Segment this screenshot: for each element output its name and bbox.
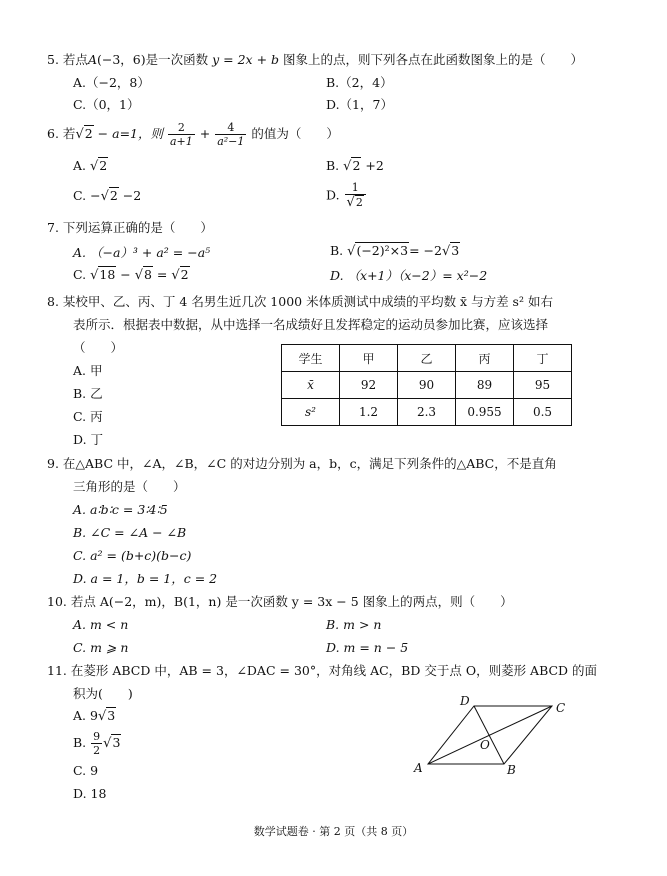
q7-option-d: D. （x+1）（x−2）= x²−2 <box>330 268 488 283</box>
table-row <box>282 399 572 426</box>
q5-option-d: D.（1，7） <box>326 97 393 112</box>
q8-stem-line1: 8. 某校甲、乙、丙、丁 4 名男生近几次 1000 米体质测试中成绩的平均数 x̄ 与方差 s² 如右 <box>47 294 553 309</box>
table-header-cell: 乙 <box>398 345 456 372</box>
q10-option-b: B. m > n <box>326 617 382 632</box>
vertex-b-label: B <box>507 763 516 777</box>
q11-option-c: C. 9 <box>73 763 99 778</box>
table-cell: 92 <box>340 372 398 399</box>
rhombus-figure <box>410 692 580 780</box>
diagonal-ac <box>428 706 552 764</box>
table-cell: 0.955 <box>456 399 514 426</box>
q5-option-a: A.（−2，8） <box>73 75 150 90</box>
q7-option-a: A. （−a）³ + a² = −a⁵ <box>73 245 211 260</box>
q6-option-b: B. √2 +2 <box>326 158 384 174</box>
q9-option-d: D. a = 1，b = 1，c = 2 <box>73 571 218 586</box>
q6-option-d: D. $\frac{1}{√2}$ <box>326 181 367 211</box>
q9-option-c: C. a² = (b+c)(b−c) <box>73 548 192 563</box>
q11-stem-line2: 积为( ) <box>73 686 133 701</box>
q8-option-d: D. 丁 <box>73 432 104 447</box>
table-row <box>282 345 572 372</box>
q9-stem-line2: 三角形的是（ ） <box>73 479 186 494</box>
q5-stem: 5. 若点A(−3，6)是一次函数 y = 2x + b 图象上的点，则下列各点在此函数图象上的是（ ） <box>47 52 584 67</box>
q8-stem-line3: （ ） <box>73 340 124 355</box>
q6-stem: 6. 若√2 − a=1，则 $\frac{2}{a+1}$ + $\frac{4}{\text{a²−1}}$ 的值为（ ） <box>47 121 339 149</box>
table-header-cell: 丙 <box>456 345 514 372</box>
q11-option-d: D. 18 <box>73 786 107 801</box>
q5-option-b: B.（2，4） <box>326 75 393 90</box>
q11-option-a: A. 9√3 <box>73 708 116 724</box>
vertex-a-label: A <box>414 761 423 775</box>
table-cell: 95 <box>514 372 572 399</box>
q6-option-a: A. √2 <box>73 158 108 174</box>
diagonal-bd <box>474 706 504 764</box>
table-row <box>282 372 572 399</box>
q7-option-c: C. √18 − √8 = √2 <box>73 267 189 283</box>
table-cell: 89 <box>456 372 514 399</box>
table-header-cell: 丁 <box>514 345 572 372</box>
q5-option-c: C.（0，1） <box>73 97 140 112</box>
table-cell: 1.2 <box>340 399 398 426</box>
q10-stem: 10. 若点 A(−2，m)，B(1，n) 是一次函数 y = 3x − 5 图象上的两点，则（ ） <box>47 594 513 609</box>
table-cell: 90 <box>398 372 456 399</box>
q8-score-table <box>281 344 572 426</box>
table-cell: 2.3 <box>398 399 456 426</box>
q8-option-b: B. 乙 <box>73 386 103 401</box>
q10-option-d: D. m = n − 5 <box>326 640 409 655</box>
q10-option-c: C. m ⩾ n <box>73 640 129 655</box>
table-cell: 0.5 <box>514 399 572 426</box>
q9-option-a: A. a∶b∶c = 3∶4∶5 <box>73 502 168 517</box>
q11-option-b: B. $\frac{9}{2}$ √3 <box>73 730 121 758</box>
page-footer: 数学试题卷 · 第 2 页（共 8 页） <box>253 825 414 838</box>
vertex-c-label: C <box>556 701 566 715</box>
q9-stem-line1: 9. 在△ABC 中，∠A，∠B，∠C 的对边分别为 a，b，c，满足下列条件的△ABC，不是直角 <box>47 456 557 471</box>
table-header-cell: 学生 <box>282 345 340 372</box>
q8-stem-line2: 表所示．根据表中数据，从中选择一名成绩好且发挥稳定的运动员参加比赛，应该选择 <box>73 317 549 332</box>
q9-option-b: B. ∠C = ∠A − ∠B <box>73 525 187 540</box>
q10-option-a: A. m < n <box>73 617 129 632</box>
q7-stem: 7. 下列运算正确的是（ ） <box>47 220 213 235</box>
q8-option-c: C. 丙 <box>73 409 103 424</box>
variance-label-cell: s² <box>282 399 340 426</box>
center-o-label: O <box>480 738 490 752</box>
q7-option-b: B. √(−2)²×3= −2√3 <box>330 243 460 259</box>
q6-option-c: C. −√2 −2 <box>73 188 142 204</box>
vertex-d-label: D <box>460 694 470 708</box>
mean-label-cell: x̄ <box>282 372 340 399</box>
q11-stem-line1: 11. 在菱形 ABCD 中，AB = 3，∠DAC = 30°，对角线 AC，BD 交于点 O，则菱形 ABCD 的面 <box>47 663 598 678</box>
table-header-cell: 甲 <box>340 345 398 372</box>
q8-option-a: A. 甲 <box>73 363 103 378</box>
